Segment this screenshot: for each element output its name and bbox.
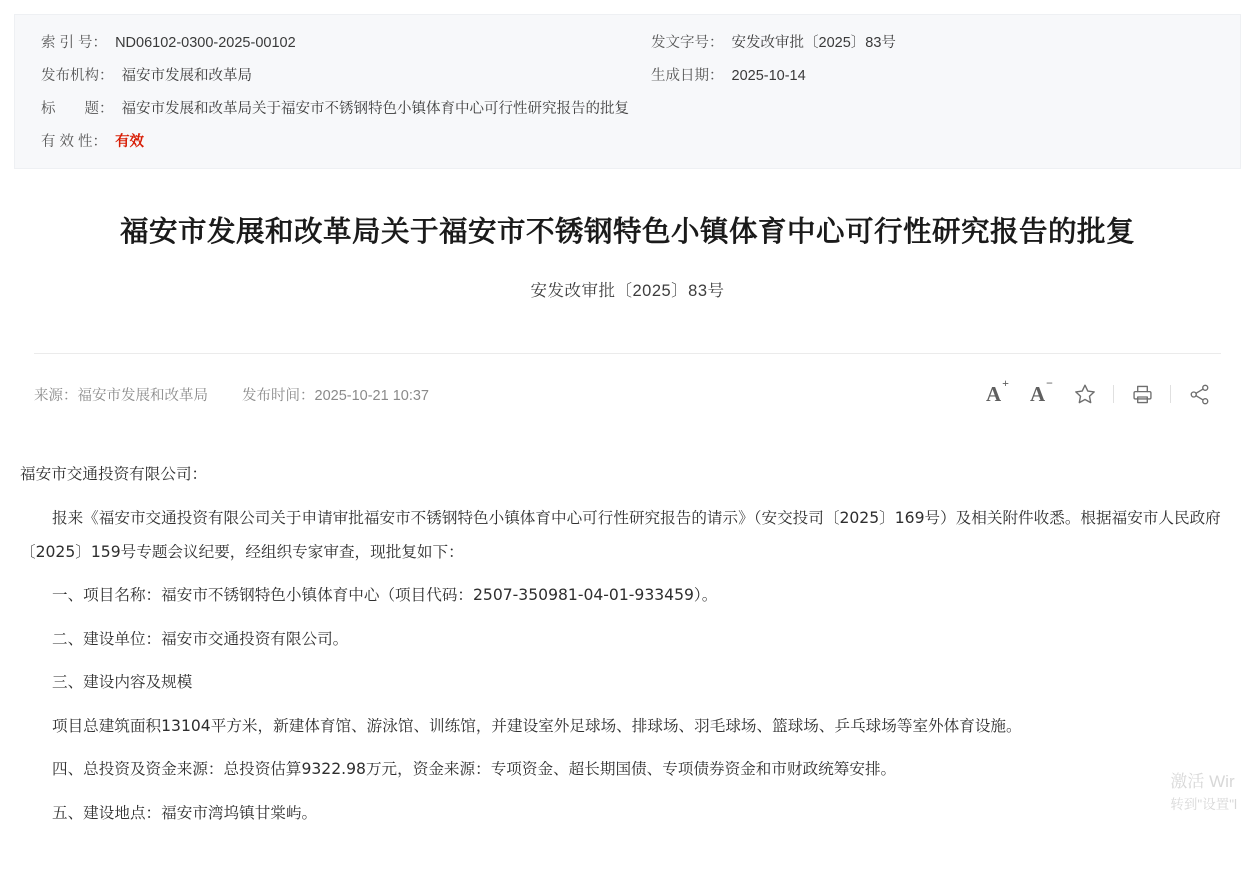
meta-row: [41, 132, 1214, 152]
meta-value: 2025-10-14: [731, 68, 806, 84]
source-toolbar: [34, 353, 1221, 416]
meta-field-document-number: [651, 33, 1214, 53]
meta-field-generated-date: [651, 66, 1214, 86]
font-decrease-button[interactable]: [1019, 377, 1063, 411]
source-value: 福安市发展和改革局: [77, 387, 208, 404]
watermark-line-1: 激活 Wir: [1170, 771, 1235, 791]
toolbar-divider: [1170, 385, 1171, 403]
star-icon: [1073, 382, 1097, 406]
meta-field-validity: [41, 132, 1214, 152]
body-paragraph: 一、项目名称：福安市不锈钢特色小镇体育中心（项目代码：2507-350981-04-01-933459）。: [51, 586, 718, 605]
font-increase-icon: A+: [985, 376, 1009, 407]
headline-block: [0, 213, 1255, 301]
meta-value: ND06102-0300-2025-00102: [115, 35, 296, 51]
body-salutation: 福安市交通投资有限公司：: [20, 465, 208, 484]
meta-field-index-number: [41, 33, 651, 53]
share-icon: [1188, 383, 1211, 406]
meta-label: 标 题：: [41, 101, 114, 117]
share-button[interactable]: [1177, 377, 1221, 411]
watermark-line-2: 转到"设置"l: [1170, 797, 1237, 813]
meta-value: 福安市发展和改革局: [121, 68, 252, 84]
publish-time-value: 2025-10-21 10:37: [314, 387, 429, 404]
publish-time-field: [242, 384, 429, 405]
body-paragraph: 项目总建筑面积13104平方米，新建体育馆、游泳馆、训练馆，并建设室外足球场、排球场、羽毛球场、篮球场、乒乓球场等室外体育设施。: [51, 716, 1022, 735]
meta-value: 福安市发展和改革局关于福安市不锈钢特色小镇体育中心可行性研究报告的批复: [121, 101, 629, 117]
print-button[interactable]: [1120, 377, 1164, 411]
document-meta-card: [14, 14, 1241, 169]
meta-row: [41, 33, 1214, 53]
meta-field-issuing-agency: [41, 66, 651, 86]
printer-icon: [1131, 383, 1154, 406]
page-title: 福安市发展和改革局关于福安市不锈钢特色小镇体育中心可行性研究报告的批复: [119, 215, 1135, 248]
meta-label: 发文字号：: [651, 35, 724, 51]
font-increase-button[interactable]: [975, 377, 1019, 411]
publish-time-label: 发布时间：: [242, 387, 315, 404]
meta-row: [41, 66, 1214, 86]
meta-label: 索 引 号：: [41, 35, 108, 51]
source-field: [34, 384, 208, 405]
body-paragraph: 二、建设单位：福安市交通投资有限公司。: [51, 629, 349, 648]
meta-value: 安发改审批〔2025〕83号: [731, 35, 896, 51]
meta-field-title: [41, 99, 1214, 119]
source-info: [34, 384, 429, 405]
status-badge: 有效: [115, 134, 145, 150]
toolbar-divider: [1113, 385, 1114, 403]
font-decrease-icon: A−: [1029, 376, 1053, 407]
meta-row: [41, 99, 1214, 119]
body-paragraph: 报来《福安市交通投资有限公司关于申请审批福安市不锈钢特色小镇体育中心可行性研究报告的请示》（安交投司〔2025〕169号）及相关附件收悉。根据福安市人民政府〔2025〕159号专题会议纪要，经组织专家审查，现批复如下：: [20, 508, 1221, 561]
source-label: 来源：: [34, 387, 78, 404]
body-paragraph: 四、总投资及资金来源：总投资估算9322.98万元，资金来源：专项资金、超长期国债、专项债券资金和市财政统筹安排。: [51, 760, 897, 779]
favorite-button[interactable]: [1063, 377, 1107, 411]
body-paragraph: 三、建设内容及规模: [51, 673, 193, 692]
document-body: [18, 458, 1237, 830]
meta-label: 有 效 性：: [41, 134, 108, 150]
action-toolbar: [975, 377, 1221, 411]
document-page: [0, 14, 1255, 830]
body-paragraph: 五、建设地点：福安市湾坞镇甘棠屿。: [51, 803, 318, 822]
meta-label: 生成日期：: [651, 68, 724, 84]
document-number: 安发改审批〔2025〕83号: [530, 282, 725, 301]
meta-label: 发布机构：: [41, 68, 114, 84]
